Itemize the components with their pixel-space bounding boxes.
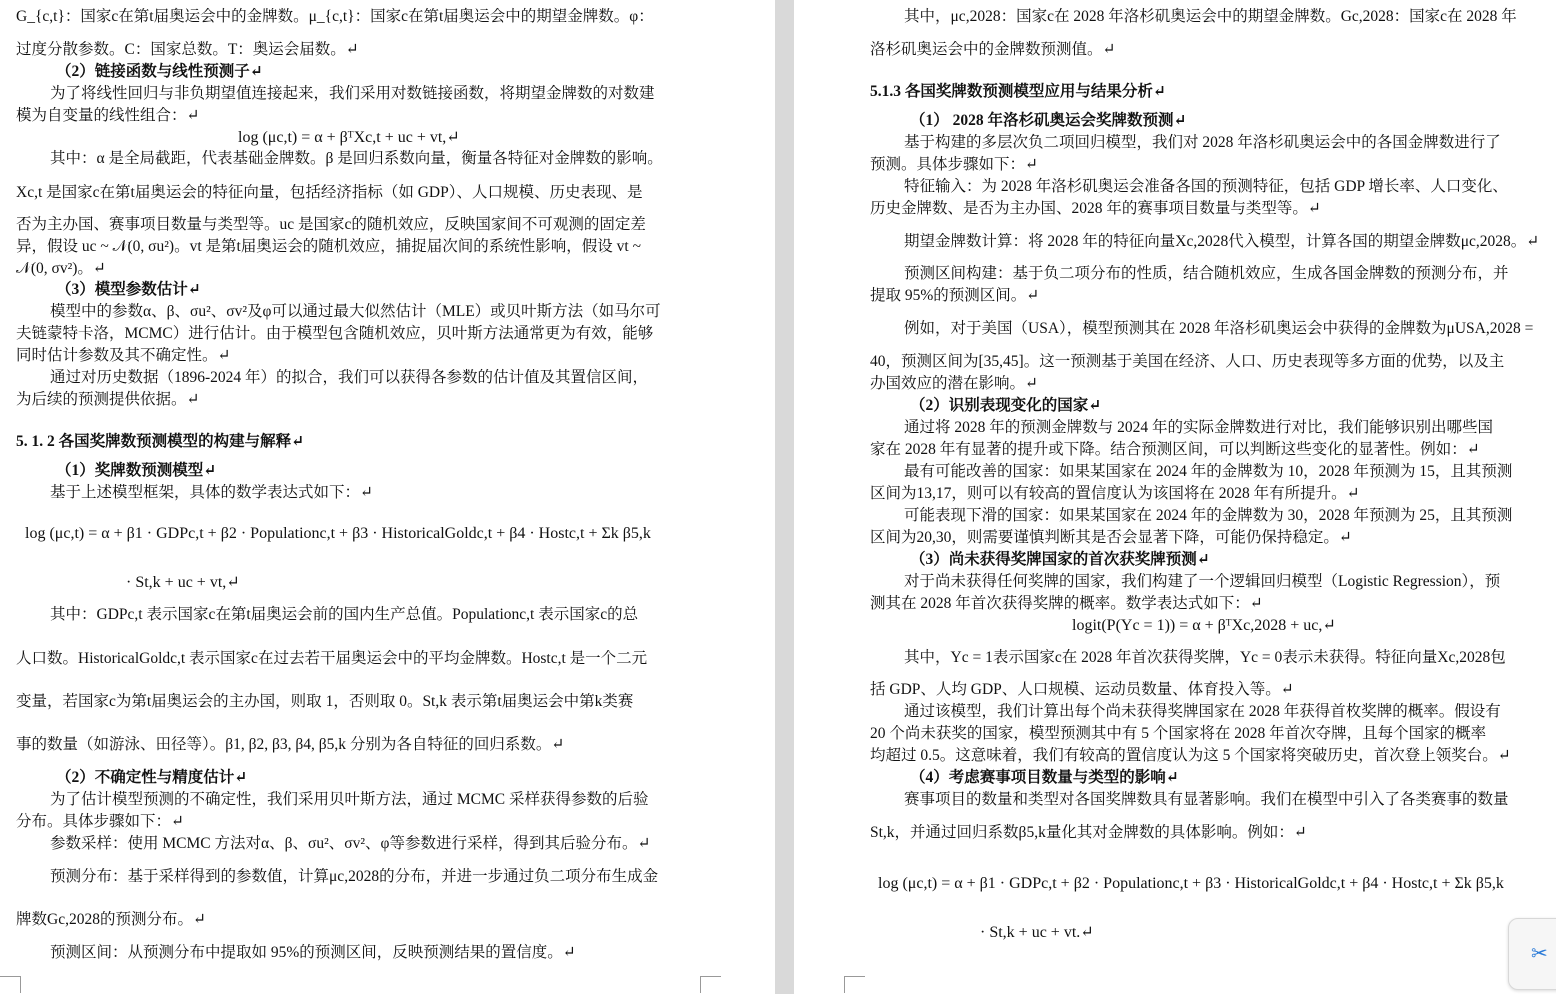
crop-mark: [700, 976, 721, 993]
text-line: 过度分散参数。C：国家总数。T：奥运会届数。↵: [16, 41, 359, 58]
text-line: 异，假设 uc ~ 𝒩(0, σu²)。vt 是第t届奥运会的随机效应，捕捉届次间的系统性影响，假设 vt ~: [16, 238, 641, 255]
text-line: 家在 2028 年有显著的提升或下降。结合预测区间，可以判断这些变化的显著性。例如：↵: [870, 441, 1480, 458]
text-line: 其中，μc,2028：国家c在 2028 年洛杉矶奥运会中的期望金牌数。Gc,2028：国家c在 2028 年: [904, 8, 1517, 25]
equation: logit(P(Yc = 1)) = α + βᵀXc,2028 + uc,↵: [1072, 617, 1336, 634]
text-line: 基于构建的多层次负二项回归模型，我们对 2028 年洛杉矶奥运会中的各国金牌数进行了: [904, 134, 1501, 151]
text-line: 洛杉矶奥运会中的金牌数预测值。↵: [870, 41, 1116, 58]
text-line: 特征输入：为 2028 年洛杉矶奥运会准备各国的预测特征，包括 GDP 增长率、人口变化、: [904, 178, 1508, 195]
text-line: 赛事项目的数量和类型对各国奖牌数具有显著影响。我们在模型中引入了各类赛事的数量: [904, 791, 1509, 808]
section-heading: （1）奖牌数预测模型↵: [56, 462, 217, 479]
text-line: 预测分布：基于采样得到的参数值，计算μc,2028的分布，并进一步通过负二项分布生成金: [50, 868, 659, 885]
text-line: 分布。具体步骤如下：↵: [16, 813, 184, 830]
text-line: 区间为20,30，则需要谨慎判断其是否会显著下降，可能仍保持稳定。↵: [870, 529, 1352, 546]
crop-mark: [844, 976, 865, 993]
text-line: 最有可能改善的国家：如果某国家在 2024 年的金牌数为 10，2028 年预测为 15，且其预测: [904, 463, 1513, 480]
text-line: 区间为13,17，则可以有较高的置信度认为该国将在 2028 年有所提升。↵: [870, 485, 1360, 502]
text-line: 同时估计参数及其不确定性。↵: [16, 347, 231, 364]
equation: log (μc,t) = α + β1 · GDPc,t + β2 · Populationc,t + β3 · HistoricalGoldc,t + β4 · Hostc,t + Σk β5,k: [878, 875, 1504, 892]
text-line: 变量，若国家c为第t届奥运会的主办国，则取 1，否则取 0。St,k 表示第t届奥运会中第k类赛: [16, 693, 634, 710]
section-heading: （2）链接函数与线性预测子↵: [56, 63, 263, 80]
text-line: 测其在 2028 年首次获得奖牌的概率。数学表达式如下：↵: [870, 595, 1263, 612]
equation: log (μc,t) = α + βᵀXc,t + uc + vt,↵: [238, 129, 460, 146]
section-heading: （1） 2028 年洛杉矶奥运会奖牌数预测↵: [910, 112, 1187, 129]
text-line: 可能表现下滑的国家：如果某国家在 2024 年的金牌数为 30，2028 年预测为 25，且其预测: [904, 507, 1513, 524]
text-line: 为了估计模型预测的不确定性，我们采用贝叶斯方法，通过 MCMC 采样获得参数的后验: [50, 791, 649, 808]
text-line: 人口数。HistoricalGoldc,t 表示国家c在过去若干届奥运会中的平均金牌数。Hostc,t 是一个二元: [16, 650, 648, 667]
text-line: 为后续的预测提供依据。↵: [16, 391, 200, 408]
subsection-heading: 5. 1. 2 各国奖牌数预测模型的构建与解释↵: [16, 433, 305, 450]
text-line: 否为主办国、赛事项目数量与类型等。uc 是国家c的随机效应，反映国家间不可观测的固定差: [16, 216, 646, 233]
text-line: 括 GDP、人均 GDP、人口规模、运动员数量、体育投入等。↵: [870, 681, 1294, 698]
text-line: 对于尚未获得任何奖牌的国家，我们构建了一个逻辑回归模型（Logistic Regression），预: [904, 573, 1501, 590]
text-line: 夫链蒙特卡洛，MCMC）进行估计。由于模型包含随机效应，贝叶斯方法通常更为有效，能够: [16, 325, 654, 342]
text-line: 均超过 0.5。这意味着，我们有较高的置信度认为这 5 个国家将突破历史，首次登上领奖台。↵: [870, 747, 1511, 764]
equation-continued: · St,k + uc + vt.↵: [980, 924, 1094, 941]
text-line: 通过该模型，我们计算出每个尚未获得奖牌国家在 2028 年获得首枚奖牌的概率。假设有: [904, 703, 1501, 720]
text-line: 𝒩(0, σv²)。↵: [16, 260, 106, 277]
text-line: 预测区间构建：基于负二项分布的性质，结合随机效应，生成各国金牌数的预测分布，并: [904, 265, 1509, 282]
section-heading: （2）不确定性与精度估计↵: [56, 769, 248, 786]
equation-continued: · St,k + uc + vt,↵: [126, 574, 240, 591]
text-line: G_{c,t}：国家c在第t届奥运会中的金牌数。μ_{c,t}：国家c在第t届奥运会中的期望金牌数。φ：: [16, 8, 654, 25]
text-line: 其中，Yc = 1表示国家c在 2028 年首次获得奖牌，Yc = 0表示未获得。特征向量Xc,2028包: [904, 649, 1506, 666]
text-line: 模型中的参数α、β、σu²、σv²及φ可以通过最大似然估计（MLE）或贝叶斯方法（如马尔可: [50, 303, 661, 320]
text-line: 预测区间：从预测分布中提取如 95%的预测区间，反映预测结果的置信度。↵: [50, 944, 576, 961]
text-line: St,k，并通过回归系数β5,k量化其对金牌数的具体影响。例如：↵: [870, 824, 1307, 841]
text-line: 牌数Gc,2028的预测分布。↵: [16, 911, 206, 928]
text-line: 为了将线性回归与非负期望值连接起来，我们采用对数链接函数，将期望金牌数的对数建: [50, 85, 655, 102]
text-line: 通过对历史数据（1896-2024 年）的拟合，我们可以获得各参数的估计值及其置信区间，: [50, 369, 649, 386]
text-line: 历史金牌数、是否为主办国、2028 年的赛事项目数量与类型等。↵: [870, 200, 1321, 217]
text-line: 模为自变量的线性组合：↵: [16, 107, 200, 124]
text-line: Xc,t 是国家c在第t届奥运会的特征向量，包括经济指标（如 GDP）、人口规模、历史表现、是: [16, 184, 643, 201]
section-heading: （4）考虑赛事项目数量与类型的影响↵: [910, 769, 1179, 786]
text-line: 其中：GDPc,t 表示国家c在第t届奥运会前的国内生产总值。Populationc,t 表示国家c的总: [50, 606, 639, 623]
page-gutter: [775, 0, 794, 994]
text-line: 40，预测区间为[35,45]。这一预测基于美国在经济、人口、历史表现等多方面的优势，以及主: [870, 353, 1505, 370]
subsection-heading: 5.1.3 各国奖牌数预测模型应用与结果分析↵: [870, 83, 1166, 100]
text-line: 其中：α 是全局截距，代表基础金牌数。β 是回归系数向量，衡量各特征对金牌数的影响。: [50, 150, 663, 167]
floating-tool-button[interactable]: [1508, 918, 1556, 990]
text-line: 参数采样：使用 MCMC 方法对α、β、σu²、σv²、φ等参数进行采样，得到其后验分布。↵: [50, 835, 651, 852]
text-line: 提取 95%的预测区间。↵: [870, 287, 1040, 304]
crop-mark: [0, 976, 21, 993]
text-line: 预测。具体步骤如下：↵: [870, 156, 1038, 173]
text-line: 例如，对于美国（USA），模型预测其在 2028 年洛杉矶奥运会中获得的金牌数为μUSA,2028 =: [904, 320, 1534, 337]
text-line: 事的数量（如游泳、田径等）。β1, β2, β3, β4, β5,k 分别为各自特征的回归系数。↵: [16, 736, 565, 753]
document-page-right: [794, 0, 1556, 994]
text-line: 办国效应的潜在影响。↵: [870, 375, 1038, 392]
text-line: 20 个尚未获奖的国家，模型预测其中有 5 个国家将在 2028 年首次夺牌，且每个国家的概率: [870, 725, 1487, 742]
text-line: 基于上述模型框架，具体的数学表达式如下：↵: [50, 484, 373, 501]
text-line: 期望金牌数计算：将 2028 年的特征向量Xc,2028代入模型，计算各国的期望金牌数μc,2028。↵: [904, 233, 1540, 250]
section-heading: （3）尚未获得奖牌国家的首次获奖牌预测↵: [910, 551, 1210, 568]
equation: log (μc,t) = α + β1 · GDPc,t + β2 · Populationc,t + β3 · HistoricalGoldc,t + β4 · Hostc,t + Σk β5,k: [25, 525, 651, 542]
document-page-left: [0, 0, 775, 994]
section-heading: （2）识别表现变化的国家↵: [910, 397, 1102, 414]
text-line: 通过将 2028 年的预测金牌数与 2024 年的实际金牌数进行对比，我们能够识别出哪些国: [904, 419, 1494, 436]
scissors-icon: ✂: [1531, 941, 1548, 965]
section-heading: （3）模型参数估计↵: [56, 281, 201, 298]
